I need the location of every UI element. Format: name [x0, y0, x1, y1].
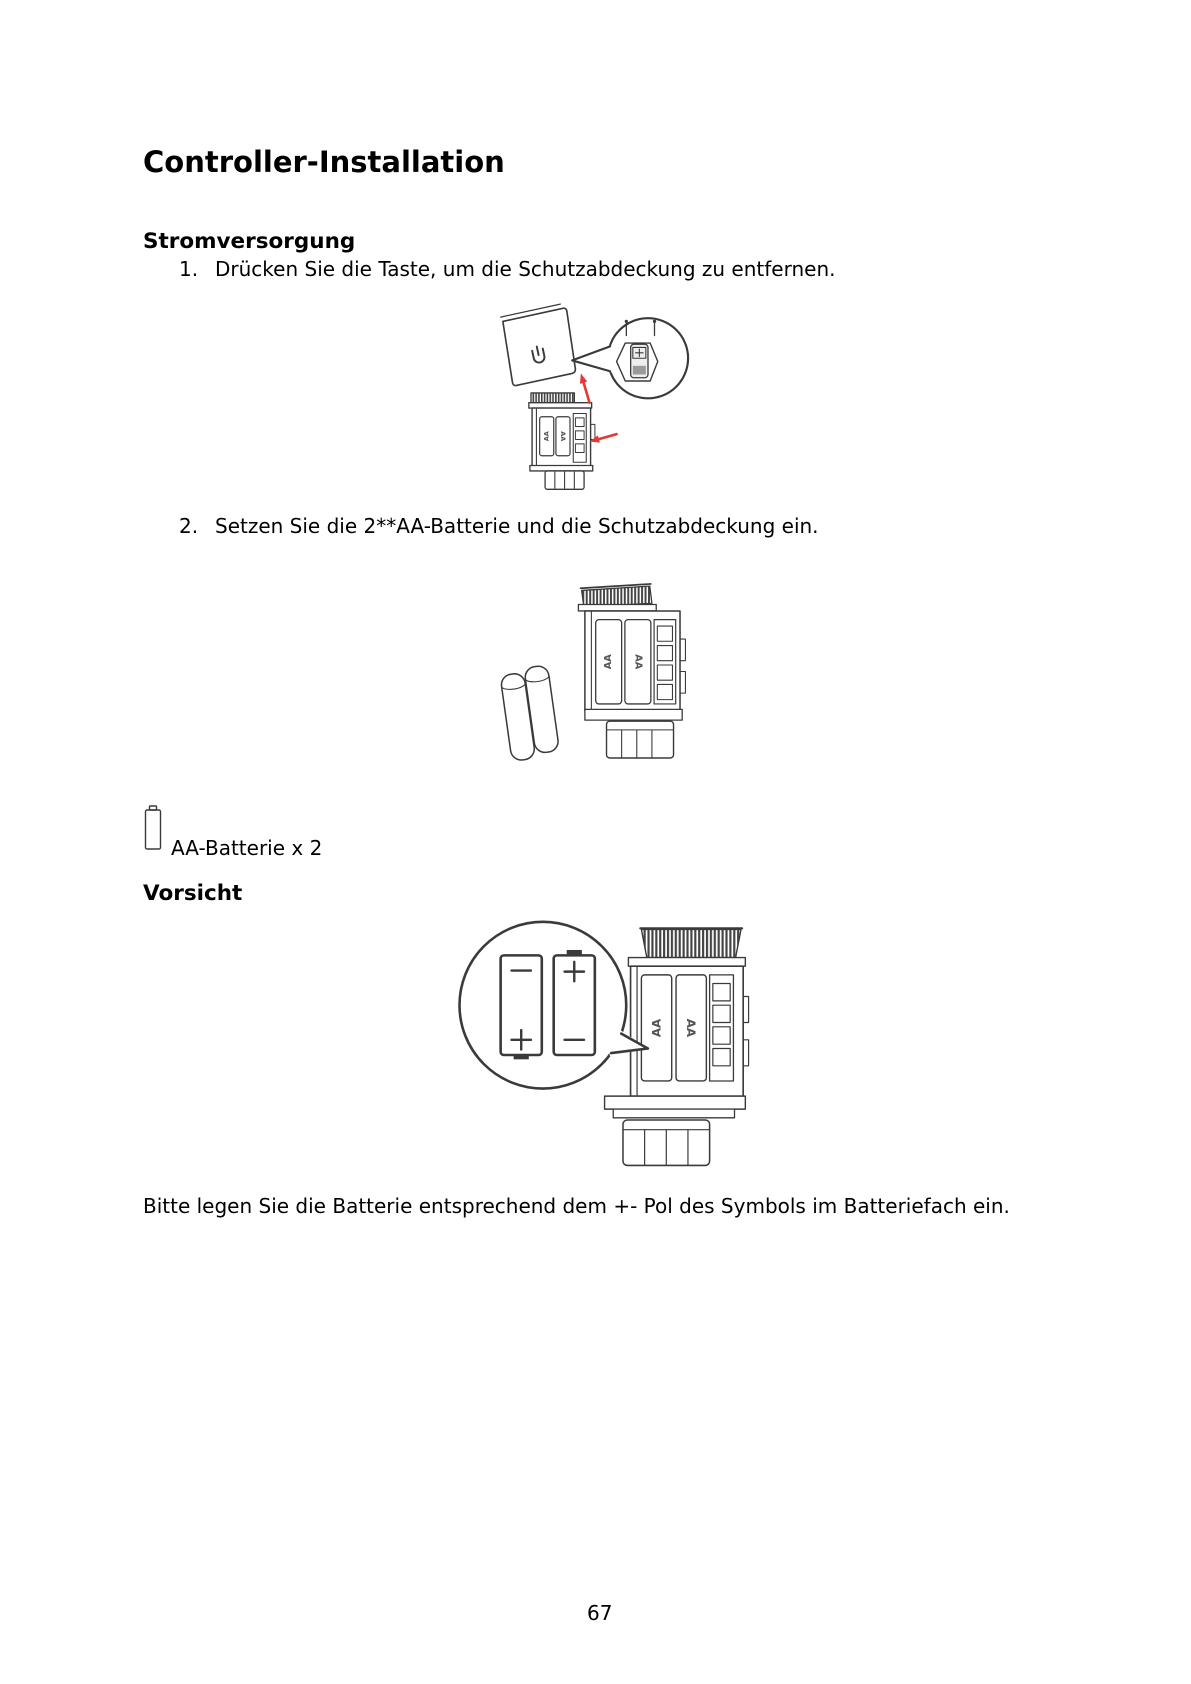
step-1-number: 1. [179, 257, 199, 281]
battery-icon [631, 344, 648, 378]
battery-label: AA [684, 1018, 699, 1038]
figure-remove-cover [493, 303, 699, 498]
installed-battery [596, 620, 622, 704]
battery-symbol [554, 950, 595, 1055]
battery-icon [144, 805, 162, 851]
figure-insert-batteries [493, 574, 693, 769]
caution-heading: Vorsicht [143, 881, 243, 906]
battery-label: AA [603, 654, 615, 670]
figure-battery-polarity [453, 912, 754, 1172]
installed-battery [641, 975, 671, 1081]
battery-label: AA [542, 431, 551, 442]
installed-battery [676, 975, 706, 1081]
step-1-text: Drücken Sie die Taste, um die Schutzabdeckung zu entfernen. [215, 257, 836, 281]
page-number: 67 [587, 1601, 613, 1625]
callout-bubble [572, 318, 688, 398]
callout-bubble [459, 922, 647, 1089]
polarity-instruction: Bitte legen Sie die Batterie entsprechend dem +- Pol des Symbols im Batteriefach ein. [143, 1194, 1010, 1218]
battery-cover [501, 304, 576, 386]
installed-battery [625, 620, 651, 704]
controller-grip [582, 586, 652, 607]
battery-label: AA [649, 1018, 664, 1038]
controller-body [578, 584, 685, 758]
step-2-number: 2. [179, 514, 199, 538]
page-title: Controller-Installation [143, 145, 505, 179]
controller-grip [641, 929, 741, 957]
installed-battery [540, 417, 554, 456]
section-heading-power-supply: Stromversorgung [143, 229, 356, 254]
battery-label: AA [558, 431, 567, 442]
battery-symbol-reversed [501, 955, 542, 1059]
arrow-icon-up [580, 373, 590, 402]
arrow-icon-left [590, 434, 617, 443]
battery-label: AA [632, 654, 644, 670]
battery-quantity-note: AA-Batterie x 2 [171, 836, 323, 860]
controller-knob [607, 721, 674, 758]
installed-battery [556, 417, 570, 456]
controller-grip [531, 393, 574, 403]
step-2-text: Setzen Sie die 2**AA-Batterie und die Schutzabdeckung ein. [215, 514, 819, 538]
controller-body [529, 393, 595, 489]
